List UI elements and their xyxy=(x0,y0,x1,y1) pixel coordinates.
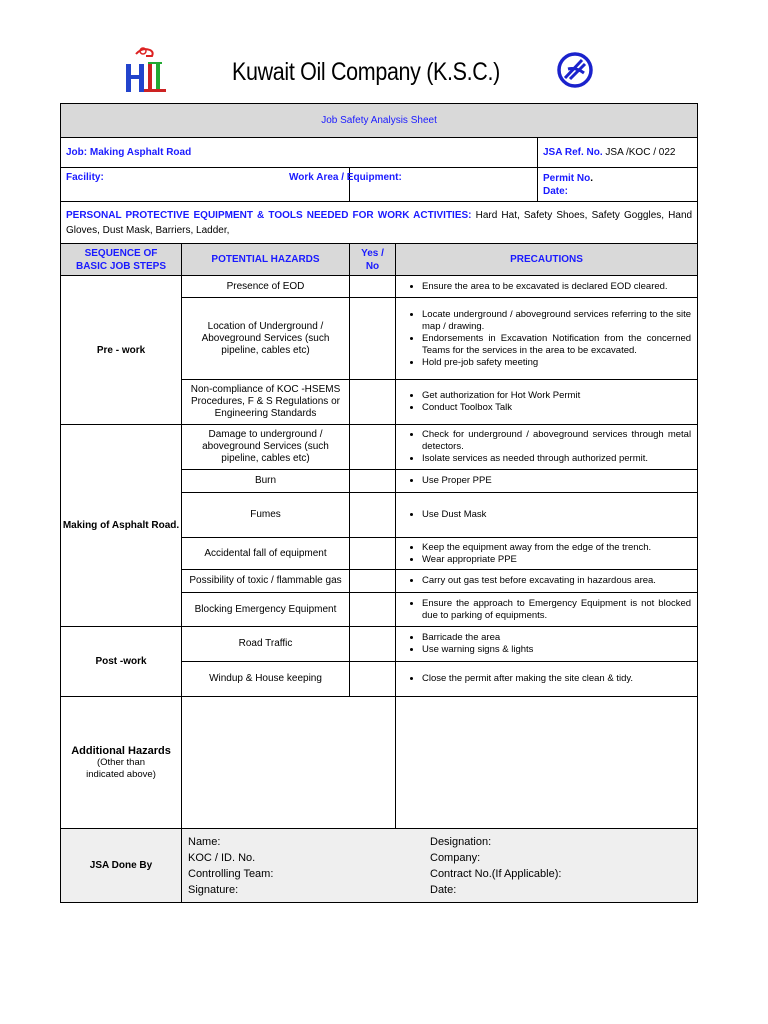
precaution-item: • Endorsements in Excavation Notification from the concerned Teams for the services in the area to be excavated. xyxy=(422,333,691,357)
precaution-cell xyxy=(396,425,698,470)
precaution-item: • Check for underground / aboveground services through metal detectors. xyxy=(422,429,691,453)
permit-dot: . xyxy=(590,172,594,184)
precaution-cell xyxy=(396,276,698,298)
precaution-item: • Close the permit after making the site clean & tidy. xyxy=(422,673,691,685)
ppe-cell xyxy=(61,202,698,244)
precaution-item: • Use warning signs & lights xyxy=(422,644,691,656)
hazard-text: Presence of EOD xyxy=(182,276,350,298)
controlling-team-field: Controlling Team: xyxy=(188,867,274,880)
precaution-item: • Isolate services as needed through authorized permit. xyxy=(422,453,691,465)
job-label: Job xyxy=(66,147,84,158)
permit-cell xyxy=(538,168,698,202)
precaution-cell xyxy=(396,493,698,538)
column-header-row xyxy=(61,244,698,276)
hazard-text: Accidental fall of equipment xyxy=(182,538,350,570)
precaution-cell xyxy=(396,627,698,662)
yes-no-cell xyxy=(350,662,396,697)
job-cell xyxy=(61,138,538,168)
jsa-ref-value: JSA /KOC / 022 xyxy=(602,147,676,158)
yes-no-cell xyxy=(350,298,396,380)
hazard-text: Possibility of toxic / flammable gas xyxy=(182,570,350,593)
additional-precautions-input xyxy=(396,697,698,829)
title-row xyxy=(61,104,698,138)
precaution-cell xyxy=(396,662,698,697)
yes-no-cell xyxy=(350,493,396,538)
hazard-row xyxy=(61,627,698,662)
column-precautions: PRECAUTIONS xyxy=(396,244,698,276)
hazard-text: Windup & House keeping xyxy=(182,662,350,697)
yes-no-cell xyxy=(350,593,396,627)
yes-no-cell xyxy=(350,380,396,425)
precaution-item: • Keep the equipment away from the edge of the trench. xyxy=(422,542,691,554)
sheet-title: Job Safety Analysis Sheet xyxy=(61,104,698,138)
step-label: Making of Asphalt Road. xyxy=(61,425,182,627)
company-name: Kuwait Oil Company (K.S.C.) xyxy=(232,58,500,86)
jsa-ref-label: JSA Ref. No. xyxy=(543,147,603,158)
contract-no-field: Contract No.(If Applicable): xyxy=(430,867,562,880)
job-value: : Making Asphalt Road xyxy=(83,147,192,158)
hazard-text: Fumes xyxy=(182,493,350,538)
hazard-text: Damage to underground / aboveground Services (such pipeline, cables etc) xyxy=(182,425,350,470)
ppe-row xyxy=(61,202,698,244)
precaution-item: • Wear appropriate PPE xyxy=(422,554,691,566)
additional-hazards-row xyxy=(61,697,698,829)
precaution-item: • Carry out gas test before excavating in hazardous area. xyxy=(422,575,691,587)
precaution-item: • Use Dust Mask xyxy=(422,509,691,521)
precaution-cell xyxy=(396,298,698,380)
column-sequence: SEQUENCE OF BASIC JOB STEPS xyxy=(61,244,182,276)
yes-no-cell xyxy=(350,538,396,570)
step-label: Pre - work xyxy=(61,276,182,425)
yes-no-cell xyxy=(350,425,396,470)
jsa-done-by-row xyxy=(61,829,698,903)
step-label: Post -work xyxy=(61,627,182,697)
ppe-label: PERSONAL PROTECTIVE EQUIPMENT & TOOLS NEEDED FOR WORK ACTIVITIES: xyxy=(66,209,472,221)
facility-label: Facility: xyxy=(61,168,350,202)
hazard-row xyxy=(61,276,698,298)
yes-no-cell xyxy=(350,470,396,493)
hazard-text: Blocking Emergency Equipment xyxy=(182,593,350,627)
hazard-row xyxy=(61,425,698,470)
hazard-text: Non-compliance of KOC -HSEMS Procedures, F & S Regulations or Engineering Standards xyxy=(182,380,350,425)
yes-no-cell xyxy=(350,276,396,298)
yes-no-cell xyxy=(350,570,396,593)
precaution-item: • Ensure the area to be excavated is declared EOD cleared. xyxy=(422,281,691,293)
signature-field: Signature: xyxy=(188,883,239,896)
additional-hazards-subtitle: (Other than indicated above) xyxy=(86,756,156,780)
jsa-done-by-label: JSA Done By xyxy=(61,829,182,903)
jsa-table xyxy=(60,103,698,903)
date-field: Date: xyxy=(430,883,457,896)
permit-label: Permit No xyxy=(543,172,591,184)
precaution-item: • Hold pre-job safety meeting xyxy=(422,357,691,369)
work-area-cell xyxy=(289,168,538,202)
document-header xyxy=(0,0,768,100)
yes-no-cell xyxy=(350,627,396,662)
hse-logo-icon xyxy=(122,44,170,96)
precaution-item: • Barricade the area xyxy=(422,632,691,644)
additional-hazards-cell xyxy=(61,697,182,829)
precaution-cell xyxy=(396,593,698,627)
column-yes-no: Yes / No xyxy=(350,244,396,276)
name-field: Name: xyxy=(188,835,221,848)
precaution-item: • Use Proper PPE xyxy=(422,475,691,487)
koc-id-field: KOC / ID. No. xyxy=(188,851,256,864)
column-hazards: POTENTIAL HAZARDS xyxy=(182,244,350,276)
facility-row xyxy=(61,168,698,202)
jsa-ref-cell xyxy=(538,138,698,168)
hazard-text: Road Traffic xyxy=(182,627,350,662)
precaution-item: • Conduct Toolbox Talk xyxy=(422,402,691,414)
ppe-value: Hard Hat, Safety Shoes, Safety Goggles, Hand Gloves, Dust Mask, Barriers, Ladder, xyxy=(66,209,693,236)
company-field: Company: xyxy=(430,851,481,864)
jsa-done-by-fields xyxy=(182,829,698,903)
precaution-item: • Locate underground / aboveground services referring to the site map / drawing. xyxy=(422,309,691,333)
precaution-item: • Get authorization for Hot Work Permit xyxy=(422,390,691,402)
additional-hazards-title: Additional Hazards xyxy=(71,744,171,757)
precaution-cell xyxy=(396,380,698,425)
job-row xyxy=(61,138,698,168)
work-area-label: Work Area / Equipment: xyxy=(289,172,402,183)
hazard-text: Location of Underground / Aboveground Services (such pipeline, cables etc) xyxy=(182,298,350,380)
hazard-text: Burn xyxy=(182,470,350,493)
precaution-item: • Ensure the approach to Emergency Equipment is not blocked due to parking of equipments. xyxy=(422,598,691,622)
precaution-cell xyxy=(396,538,698,570)
date-label: Date: xyxy=(543,185,569,197)
additional-hazards-input xyxy=(182,697,396,829)
designation-field: Designation: xyxy=(430,835,492,848)
koc-emblem-icon xyxy=(556,51,594,89)
precaution-cell xyxy=(396,470,698,493)
precaution-cell xyxy=(396,570,698,593)
